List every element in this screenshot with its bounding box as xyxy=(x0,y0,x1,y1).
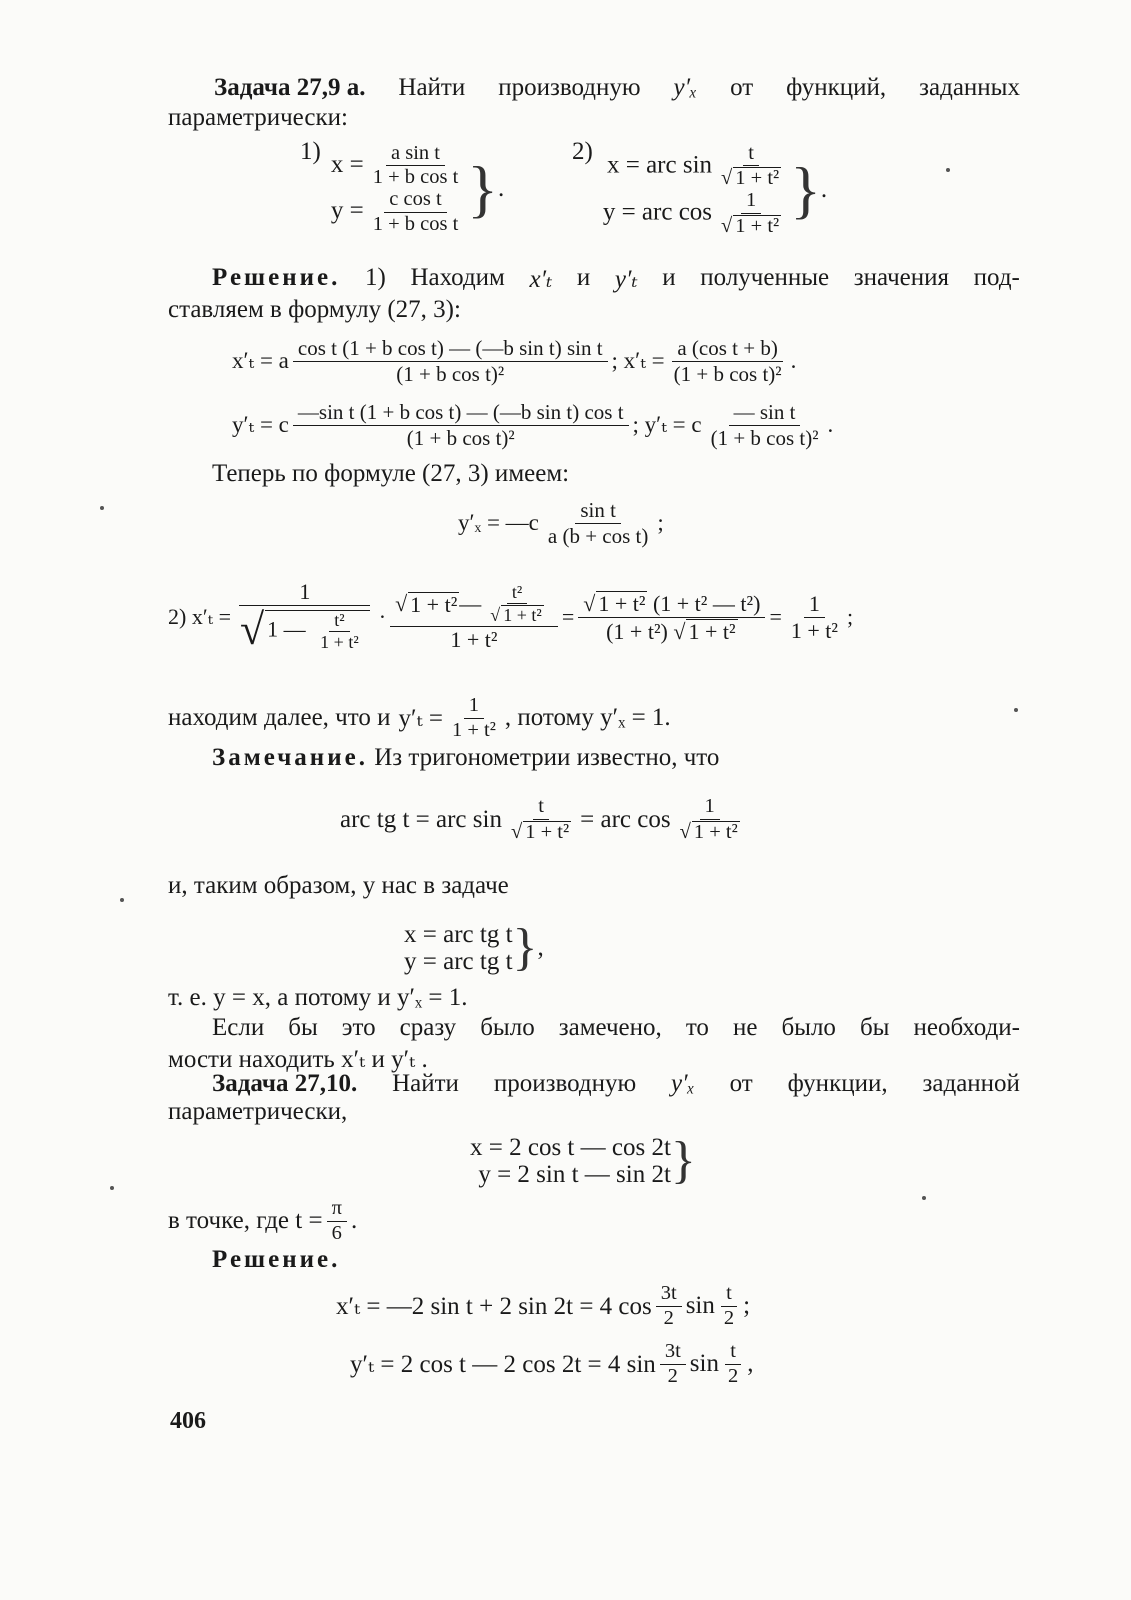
system-1-label: 1) xyxy=(300,138,321,165)
word: производную xyxy=(498,74,641,101)
word: от xyxy=(729,1070,753,1097)
remark-system-y: y = arc tg t xyxy=(404,948,513,975)
remark-heading: Замечание. xyxy=(212,744,368,771)
word: Если xyxy=(212,1014,265,1041)
system-2-x-lhs: x = arc sin xyxy=(606,151,713,179)
remark-system-equations xyxy=(404,921,513,976)
system-2-x xyxy=(607,143,790,190)
problem-10-solution-heading: Решение. xyxy=(212,1246,341,1273)
word: от xyxy=(730,74,754,101)
right-brace-icon: } xyxy=(790,154,821,225)
word: и xyxy=(576,264,591,291)
equals-sign: = xyxy=(561,604,575,629)
word: Найти xyxy=(392,1070,459,1097)
radicand: 1 + t² xyxy=(693,821,738,843)
denominator: (1 + b cos t)² xyxy=(673,361,782,386)
word: замечено, xyxy=(558,1014,662,1041)
denominator: 1 + t² xyxy=(450,626,498,652)
radicand: 1 + t² xyxy=(598,591,646,617)
remark-equation-mid: = arc cos xyxy=(580,806,671,833)
point-end: . xyxy=(350,1207,358,1234)
word: функций, xyxy=(786,74,887,101)
radicand: 1 + t² xyxy=(735,214,780,237)
equation-yx-end: ; xyxy=(657,510,664,535)
word: y′ₓ xyxy=(671,1070,695,1097)
numerator xyxy=(578,591,765,617)
system-1 xyxy=(300,134,504,244)
remark-text: Из тригонометрии известно, что xyxy=(374,744,720,771)
word: необходи- xyxy=(913,1014,1020,1041)
denominator xyxy=(506,820,576,844)
system-1-y-lhs: y = xyxy=(330,196,364,224)
denominator: 1 + t² xyxy=(451,718,496,741)
further-tail: , потому y′ₓ = 1. xyxy=(504,704,671,731)
numerator: t xyxy=(721,1283,737,1307)
equation-part2-lhs: 2) x′ₜ = xyxy=(168,604,231,629)
denominator xyxy=(716,166,786,190)
word: полученные xyxy=(700,264,830,291)
multiply-dot: · xyxy=(378,604,387,629)
numerator: π xyxy=(327,1198,347,1222)
system-2 xyxy=(572,132,827,248)
denominator: 2 xyxy=(723,1306,735,1329)
problem-10-system-y: y = 2 sin t — sin 2t xyxy=(478,1161,671,1188)
minus-sign: — xyxy=(459,591,482,617)
word: сразу xyxy=(399,1014,457,1041)
numerator: 1 xyxy=(464,695,484,719)
eq2-end: , xyxy=(747,1350,754,1377)
remark-line xyxy=(212,744,719,772)
word: заданных xyxy=(919,74,1020,101)
denominator: 1 + t² xyxy=(790,617,838,643)
fraction xyxy=(506,796,576,843)
scan-speck xyxy=(100,506,104,510)
denominator: (1 + b cos t)² xyxy=(710,425,819,450)
denominator xyxy=(675,820,745,844)
system-2-y xyxy=(603,190,790,237)
word: было xyxy=(480,1014,535,1041)
word: x′ₜ xyxy=(529,266,553,293)
word: заданной xyxy=(922,1070,1020,1097)
radicand: 1 + t² xyxy=(735,167,780,190)
equation-xt-lhs: x′ₜ = a xyxy=(232,348,289,373)
problem-10-eq1 xyxy=(336,1278,750,1334)
system-1-x xyxy=(331,143,467,189)
system-2-end: . xyxy=(820,176,828,203)
equation-part2 xyxy=(168,556,853,678)
word: было xyxy=(781,1014,836,1041)
equation-yt-lhs: y′ₜ = c xyxy=(232,412,289,437)
numerator: 3t xyxy=(656,1283,682,1307)
sqrt-icon xyxy=(673,619,685,644)
fraction xyxy=(235,580,375,653)
fraction xyxy=(447,695,501,741)
sqrt-icon xyxy=(680,821,691,843)
denominator: 1 + b cos t xyxy=(372,212,459,235)
equation-yt xyxy=(232,394,833,456)
radicand: 1 + t² xyxy=(503,604,542,625)
sqrt-icon xyxy=(490,605,500,625)
fraction xyxy=(578,591,765,642)
word: Найти xyxy=(398,74,466,101)
remark-equation-lhs: arc tg t = arc sin xyxy=(340,806,502,833)
problem-10-eq2 xyxy=(350,1336,753,1392)
numerator: t xyxy=(533,796,549,820)
remark-system-x: x = arc tg t xyxy=(404,920,513,948)
word: Находим xyxy=(410,264,505,291)
radicand-part: 1 — xyxy=(267,616,306,642)
fraction xyxy=(485,583,549,625)
equation-xt-end: . xyxy=(790,348,797,373)
eq1-sin: sin xyxy=(685,1292,715,1319)
denominator: 1 + b cos t xyxy=(372,166,459,189)
problem-a-line-2: параметрически: xyxy=(168,104,348,131)
system-2-label: 2) xyxy=(572,138,593,165)
solution-a-line-2: ставляем в формулу (27, 3): xyxy=(168,296,461,323)
problem-a-heading: Задача 27,9 а. xyxy=(214,74,366,101)
numerator: cos t (1 + b cos t) — (—b sin t) sin t xyxy=(293,337,608,361)
scan-speck xyxy=(120,898,124,902)
fraction xyxy=(675,796,745,843)
equation-yt-end: . xyxy=(827,412,834,437)
solution-a-line-1 xyxy=(212,264,1020,294)
page-number: 406 xyxy=(170,1408,206,1434)
numerator: 1 xyxy=(741,190,761,214)
system-2-y-lhs: y = arc cos xyxy=(602,198,713,226)
word: то xyxy=(685,1014,709,1041)
denominator xyxy=(235,606,375,653)
scan-speck xyxy=(946,168,950,172)
problem-10-heading: Задача 27,10. xyxy=(212,1070,358,1097)
equation-xt xyxy=(232,330,796,392)
denominator: 1 + t² xyxy=(320,631,359,652)
word: функции, xyxy=(787,1070,888,1097)
fraction xyxy=(786,592,843,641)
scan-speck xyxy=(922,1196,926,1200)
further-line xyxy=(168,690,671,746)
scan-speck xyxy=(1014,708,1018,712)
word: бы xyxy=(288,1014,318,1041)
numerator: t xyxy=(725,1341,741,1365)
further-text: находим далее, что и xyxy=(168,704,391,731)
fraction xyxy=(327,1198,347,1244)
numerator: —sin t (1 + b cos t) — (—b sin t) cos t xyxy=(293,401,629,425)
numerator: a (cos t + b) xyxy=(672,337,782,361)
word: y′ₓ xyxy=(673,74,698,101)
remark-system xyxy=(404,916,544,980)
remark-system-end: , xyxy=(537,934,544,961)
right-brace-icon: } xyxy=(512,919,538,976)
system-1-end: . xyxy=(498,175,505,202)
radicand: 1 + t² xyxy=(688,618,736,644)
fraction xyxy=(656,1283,682,1329)
denominator: 2 xyxy=(667,1364,678,1387)
fraction xyxy=(669,337,787,384)
numerator: a sin t xyxy=(386,143,445,167)
numerator: c cos t xyxy=(384,189,446,213)
word: бы xyxy=(859,1014,890,1041)
system-1-equations xyxy=(331,143,467,235)
word: y′ₜ xyxy=(614,266,638,293)
sqrt-icon xyxy=(240,607,264,653)
denominator: (1 + b cos t)² xyxy=(406,425,515,450)
word: значения xyxy=(853,264,950,291)
numerator: t² xyxy=(329,611,349,632)
numerator: t² xyxy=(507,583,527,604)
denominator: 6 xyxy=(331,1221,342,1244)
problem-10-line-1 xyxy=(212,1070,1020,1098)
fraction xyxy=(315,611,364,652)
remark-if-line-2: мости находить x′ₜ и y′ₜ . xyxy=(168,1046,428,1073)
fraction xyxy=(723,1341,743,1387)
equation-yx xyxy=(458,492,664,554)
numerator-rest: (1 + t² — t²) xyxy=(652,591,761,617)
numerator: t xyxy=(743,143,759,167)
denominator: 2 xyxy=(727,1364,739,1387)
fraction xyxy=(716,143,786,190)
numerator: sin t xyxy=(575,499,621,523)
denominator-part: (1 + t²) xyxy=(606,618,668,644)
remark-thus: и, таким образом, у нас в задаче xyxy=(168,872,509,899)
equation-yt-mid: ; y′ₜ = c xyxy=(632,412,702,437)
system-1-x-lhs: x = xyxy=(330,150,364,178)
problem-10-system-equations xyxy=(470,1134,671,1189)
fraction xyxy=(390,583,558,651)
sqrt-icon xyxy=(583,591,595,616)
sqrt-icon xyxy=(511,821,522,843)
numerator xyxy=(390,583,558,627)
fraction xyxy=(719,1283,739,1329)
sqrt-icon xyxy=(395,592,407,615)
sqrt-icon xyxy=(721,167,732,189)
denominator xyxy=(716,214,786,238)
fraction xyxy=(660,1341,686,1387)
numerator: 1 xyxy=(239,580,370,606)
equation-part2-end: ; xyxy=(846,604,854,629)
word: не xyxy=(732,1014,758,1041)
remark-equation xyxy=(340,788,749,852)
fraction xyxy=(716,190,786,237)
point-line xyxy=(168,1196,357,1246)
equation-yx-lhs: y′ₓ = —c xyxy=(458,510,539,535)
denominator xyxy=(485,604,549,625)
system-2-equations xyxy=(603,143,790,237)
now-text: Теперь по формуле (27, 3) имеем: xyxy=(212,460,570,487)
radicand: 1 + t² xyxy=(525,821,570,843)
eq2-text: y′ₜ = 2 cos t — 2 cos 2t = 4 sin xyxy=(350,1351,656,1378)
denominator: a (b + cos t) xyxy=(547,523,649,548)
denominator xyxy=(601,618,742,643)
solution-heading: Решение. xyxy=(212,264,341,291)
further-lhs: y′ₜ = xyxy=(398,705,443,732)
word: 1) xyxy=(365,264,386,291)
equals-sign: = xyxy=(769,604,782,629)
fraction xyxy=(368,189,464,235)
equation-xt-mid: ; x′ₜ = xyxy=(611,348,665,373)
fraction xyxy=(368,143,464,189)
fraction xyxy=(706,401,824,448)
right-brace-icon: } xyxy=(467,153,498,224)
numerator: 1 xyxy=(700,796,720,820)
word: производную xyxy=(493,1070,637,1097)
word: под- xyxy=(973,264,1020,291)
problem-a-line-1 xyxy=(214,74,1020,102)
numerator: — sin t xyxy=(729,401,801,425)
system-1-y xyxy=(331,189,467,235)
problem-10-system-x: x = 2 cos t — cos 2t xyxy=(470,1133,671,1161)
fraction xyxy=(293,401,629,448)
eq1-end: ; xyxy=(743,1292,751,1319)
right-brace-icon: } xyxy=(670,1132,696,1189)
denominator: 2 xyxy=(663,1306,674,1329)
radicand: 1 + t² xyxy=(410,591,458,617)
fraction xyxy=(293,337,608,384)
word: и xyxy=(662,264,676,291)
sqrt-icon xyxy=(721,215,732,237)
word: это xyxy=(341,1014,376,1041)
eq2-sin: sin xyxy=(689,1350,719,1377)
remark-if-line-1 xyxy=(212,1014,1020,1042)
point-text: в точке, где t = xyxy=(168,1207,323,1234)
problem-10-system xyxy=(470,1128,696,1194)
remark-ie-line: т. е. y = x, а потому и y′ₓ = 1. xyxy=(168,984,468,1011)
numerator: 3t xyxy=(660,1341,686,1365)
radicand xyxy=(265,610,370,652)
eq1-text: x′ₜ = —2 sin t + 2 sin 2t = 4 cos xyxy=(336,1293,652,1320)
scan-speck xyxy=(110,1186,114,1190)
numerator: 1 xyxy=(804,592,825,617)
fraction xyxy=(543,499,653,546)
problem-10-line-2: параметрически, xyxy=(168,1098,348,1125)
denominator: (1 + b cos t)² xyxy=(396,361,505,386)
